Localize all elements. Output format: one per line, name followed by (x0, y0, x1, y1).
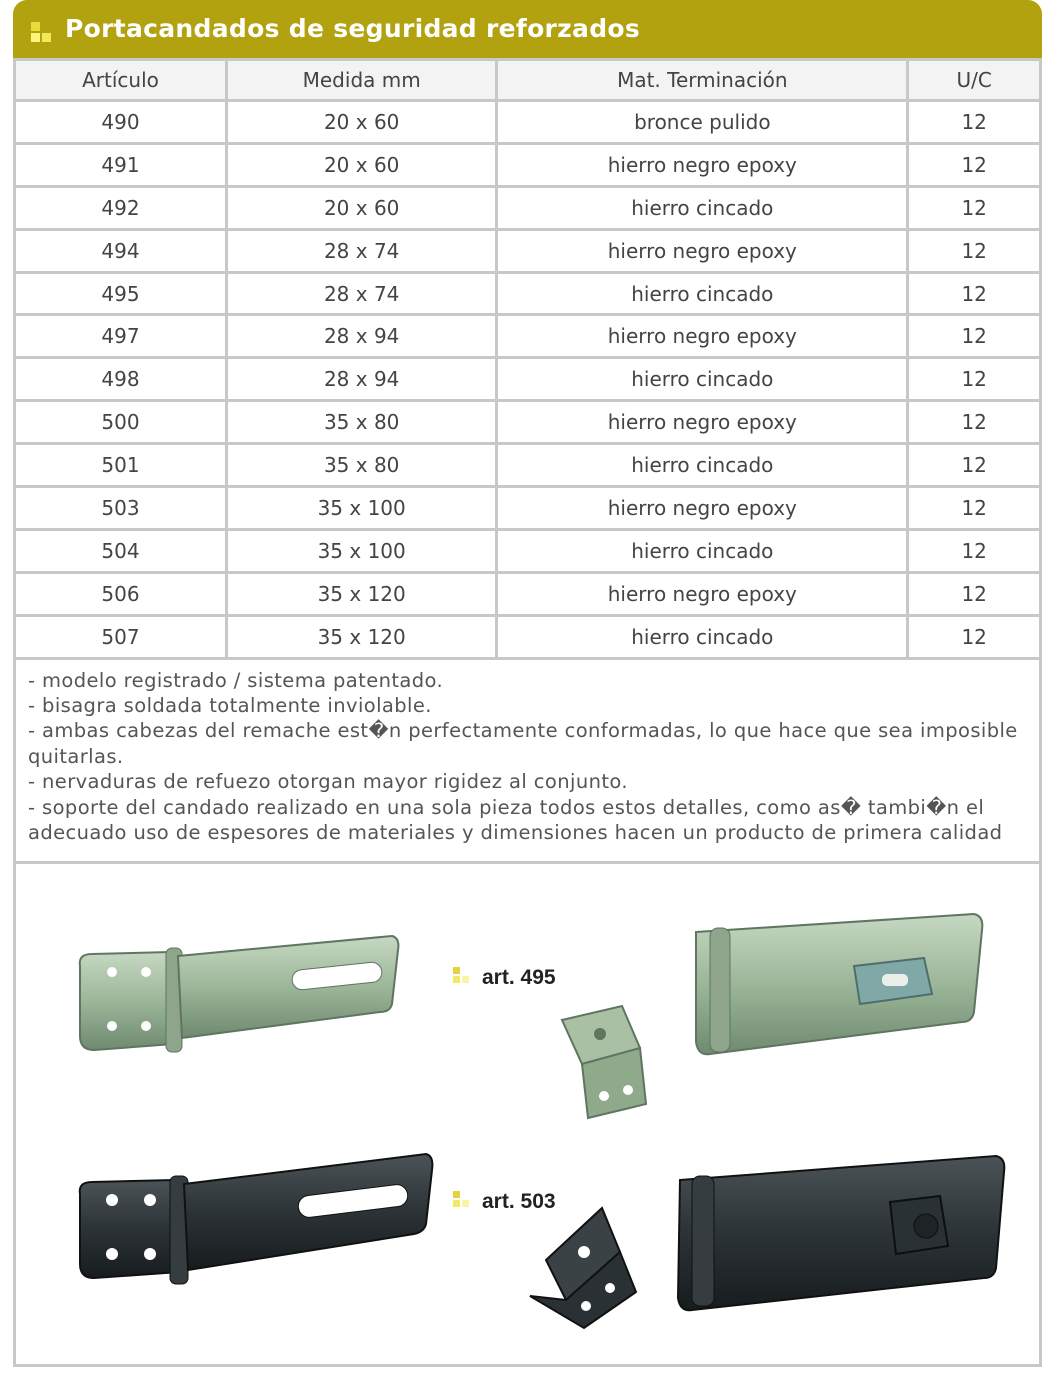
note-line: - modelo registrado / sistema patentado. (28, 668, 444, 692)
table-row (16, 445, 1039, 485)
cell-uc: 12 (909, 617, 1039, 657)
product-sheet (13, 0, 1042, 1367)
cell-articulo: 495 (16, 274, 225, 314)
art-495-label: art. 495 (482, 965, 556, 989)
cell-articulo: 494 (16, 231, 225, 271)
table-row (16, 402, 1039, 442)
table-body (16, 102, 1039, 657)
cell-medida: 35 x 120 (228, 574, 495, 614)
staple-zinc-image (542, 1000, 662, 1130)
cell-material: hierro cincado (498, 274, 906, 314)
cell-articulo: 507 (16, 617, 225, 657)
table-row (16, 188, 1039, 228)
cell-uc: 12 (909, 274, 1039, 314)
cell-medida: 28 x 74 (228, 231, 495, 271)
cell-material: hierro cincado (498, 445, 906, 485)
cell-material: hierro negro epoxy (498, 488, 906, 528)
note-line: - bisagra soldada totalmente inviolable. (28, 693, 432, 717)
cell-medida: 35 x 100 (228, 488, 495, 528)
cell-uc: 12 (909, 359, 1039, 399)
cell-uc: 12 (909, 445, 1039, 485)
cell-medida: 20 x 60 (228, 102, 495, 142)
cell-articulo: 504 (16, 531, 225, 571)
table-row (16, 359, 1039, 399)
cell-medida: 35 x 120 (228, 617, 495, 657)
cell-uc: 12 (909, 402, 1039, 442)
table-row (16, 102, 1039, 142)
col-header-articulo: Artículo (16, 61, 225, 99)
cell-uc: 12 (909, 316, 1039, 356)
cell-articulo: 490 (16, 102, 225, 142)
hasp-zinc-open-image (74, 926, 404, 1066)
product-notes (13, 660, 1042, 864)
specs-table (13, 58, 1042, 660)
cell-material: hierro negro epoxy (498, 316, 906, 356)
cell-medida: 20 x 60 (228, 188, 495, 228)
bullet-icon (453, 1191, 469, 1213)
art-503-label: art. 503 (482, 1189, 556, 1213)
cell-articulo: 492 (16, 188, 225, 228)
cell-articulo: 497 (16, 316, 225, 356)
cell-uc: 12 (909, 188, 1039, 228)
cell-articulo: 500 (16, 402, 225, 442)
cell-material: hierro negro epoxy (498, 402, 906, 442)
bullet-icon (31, 22, 53, 48)
cell-articulo: 491 (16, 145, 225, 185)
cell-material: hierro negro epoxy (498, 145, 906, 185)
note-line: - ambas cabezas del remache est�n perfectamente conformadas, lo que hace que sea imposible quitarlas. (28, 719, 1018, 768)
cell-medida: 35 x 100 (228, 531, 495, 571)
cell-material: hierro negro epoxy (498, 574, 906, 614)
cell-material: hierro cincado (498, 188, 906, 228)
col-header-uc: U/C (909, 61, 1039, 99)
note-line: - soporte del candado realizado en una sola pieza todos estos detalles, como as� tambi�n el adecuado uso de espesores de materiales y dimensiones hacen un producto de primera calidad (28, 795, 1003, 845)
cell-medida: 35 x 80 (228, 445, 495, 485)
cell-uc: 12 (909, 145, 1039, 185)
cell-uc: 12 (909, 231, 1039, 271)
table-row (16, 274, 1039, 314)
cell-uc: 12 (909, 488, 1039, 528)
table-header-row (16, 61, 1039, 99)
cell-medida: 28 x 74 (228, 274, 495, 314)
table-row (16, 316, 1039, 356)
cell-material: bronce pulido (498, 102, 906, 142)
table-row (16, 231, 1039, 271)
cell-uc: 12 (909, 531, 1039, 571)
title-bar (13, 0, 1042, 58)
cell-articulo: 503 (16, 488, 225, 528)
cell-articulo: 501 (16, 445, 225, 485)
hasp-black-open-image (76, 1154, 436, 1294)
cell-material: hierro cincado (498, 617, 906, 657)
table-row (16, 574, 1039, 614)
cell-medida: 35 x 80 (228, 402, 495, 442)
table-row (16, 617, 1039, 657)
cell-medida: 28 x 94 (228, 359, 495, 399)
product-images (13, 864, 1042, 1367)
staple-black-image (522, 1200, 646, 1336)
cell-material: hierro negro epoxy (498, 231, 906, 271)
table-row (16, 531, 1039, 571)
table-row (16, 145, 1039, 185)
cell-uc: 12 (909, 102, 1039, 142)
table-row (16, 488, 1039, 528)
col-header-medida: Medida mm (228, 61, 495, 99)
col-header-material: Mat. Terminación (498, 61, 906, 99)
note-line: - nervaduras de refuezo otorgan mayor rigidez al conjunto. (28, 770, 628, 794)
cell-uc: 12 (909, 574, 1039, 614)
cell-material: hierro cincado (498, 359, 906, 399)
cell-medida: 20 x 60 (228, 145, 495, 185)
cell-articulo: 498 (16, 359, 225, 399)
cell-medida: 28 x 94 (228, 316, 495, 356)
bullet-icon (453, 967, 469, 989)
hasp-black-closed-image (670, 1150, 1010, 1320)
cell-articulo: 506 (16, 574, 225, 614)
hasp-zinc-closed-image (684, 908, 984, 1068)
page-title: Portacandados de seguridad reforzados (65, 14, 641, 43)
cell-material: hierro cincado (498, 531, 906, 571)
